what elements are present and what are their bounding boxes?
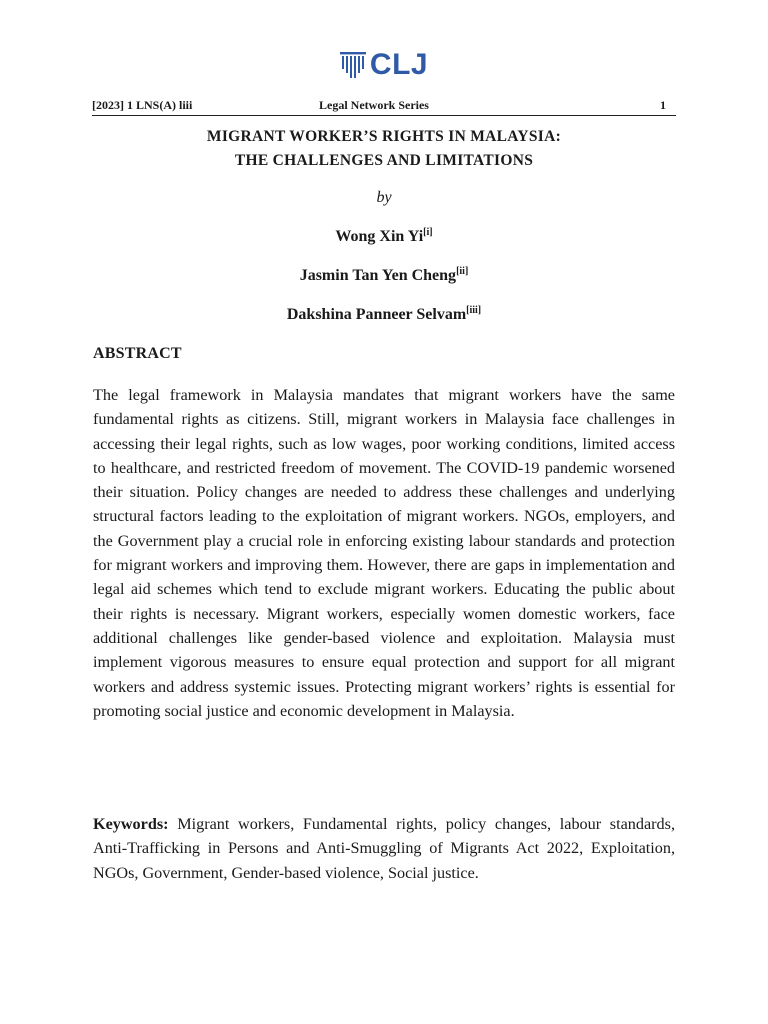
author-name: Wong Xin Yi [335,228,424,245]
logo-text: CLJ [369,48,429,81]
author-footnote-ref[interactable]: [i] [423,227,433,238]
article-title [92,125,676,173]
series-name: Legal Network Series [319,98,429,112]
author-name: Dakshina Panneer Selvam [286,306,467,323]
title-line-1: MIGRANT WORKER’S RIGHTS IN MALAYSIA: [206,128,562,145]
title-line-2: THE CHALLENGES AND LIMITATIONS [234,152,534,169]
author-2 [92,267,676,285]
author-name: Jasmin Tan Yen Cheng [299,267,457,284]
byline: by [376,189,392,206]
author-1 [92,228,676,246]
running-header [92,98,676,116]
author-footnote-ref[interactable]: [ii] [456,266,469,277]
page-number: 1 [660,98,666,112]
abstract-text: The legal framework in Malaysia mandates that migrant workers have the same fundamental rights as citizens. Still, migrant workers in Malaysia face challenges in accessing their legal rights, such as low wages, poor working conditions, limited access to healthcare, and restricted freedom of movement. The COVID-19 pandemic worsened their situation. Policy changes are needed to address these challenges and underlying structural factors leading to the exploitation of migrant workers. NGOs, employers, and the Government play a crucial role in enforcing existing labour standards and protection for migrant workers and improving them. However, there are gaps in implementation and legal aid schemes which tend to exclude migrant workers. Educating the public about their rights is necessary. Migrant workers, especially women domestic workers, face additional challenges like gender-based violence and exploitation. Malaysia must implement vigorous measures to ensure equal protection and support for all migrant workers and address systemic issues. Protecting migrant workers’ rights is essential for promoting social justice and economic development in Malaysia. [93,386,675,720]
author-3 [92,306,676,324]
author-footnote-ref[interactable]: [iii] [466,305,482,316]
keywords-text: Migrant workers, Fundamental rights, policy changes, labour standards, Anti-Trafficking in Persons and Anti-Smuggling of Migrants Act 2022, Exploitation, NGOs, Government, Gender-based violence, Social justice. [93,815,675,882]
abstract-heading: ABSTRACT [93,345,182,362]
citation: [2023] 1 LNS(A) liii [92,98,193,112]
clj-logo [0,50,768,80]
keywords-label: Keywords: [93,815,169,833]
keywords-paragraph [93,812,675,885]
clj-logo-mark-icon [340,50,366,80]
